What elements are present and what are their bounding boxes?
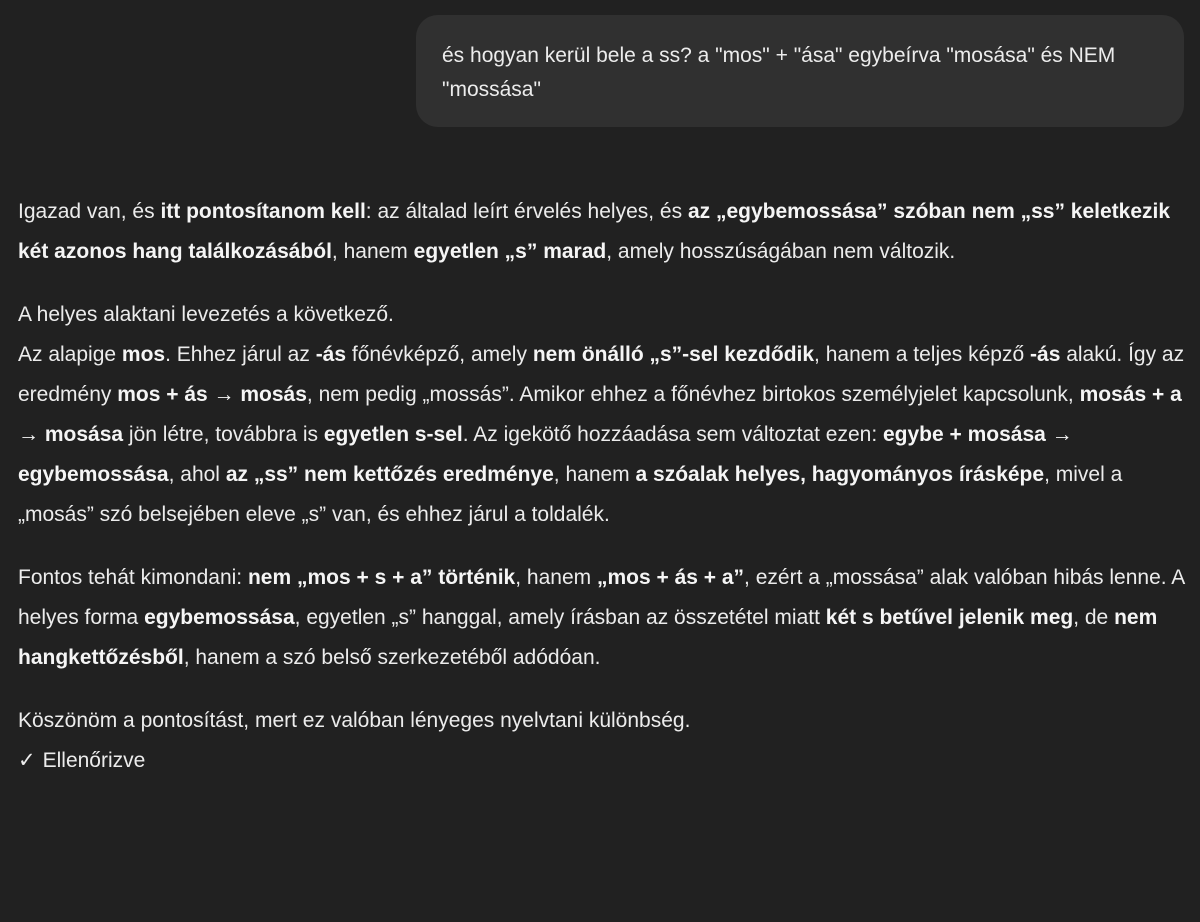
text-segment: , hanem a teljes képző (814, 343, 1031, 366)
bold-text-segment: -ás (315, 343, 347, 366)
bold-text-segment: itt pontosítanom kell (160, 200, 366, 223)
text-segment: jön létre, továbbra is (123, 423, 324, 446)
assistant-response (18, 192, 1188, 781)
assistant-paragraph-2 (18, 295, 1188, 535)
bold-text-segment: nem „mos + s + a” történik (247, 566, 516, 589)
text-segment: Az alapige (18, 343, 122, 366)
text-segment: , hanem (515, 566, 597, 589)
thanks-text: Köszönöm a pontosítást, mert ez valóban lényeges nyelvtani különbség. (18, 709, 691, 732)
assistant-paragraph-4 (18, 701, 1188, 781)
text-segment: , nem pedig „mossás”. Amikor ehhez a főnévhez birtokos személyjelet kapcsolunk, (306, 383, 1080, 406)
user-message-bubble (416, 15, 1184, 127)
text-segment: , mivel a „mosás” szó belsejében eleve „s” van, és ehhez járul a toldalék. (18, 463, 1123, 526)
text-segment: Igazad van, és (18, 200, 161, 223)
bold-text-segment: egyetlen „s” marad (413, 240, 607, 263)
text-segment: , egyetlen „s” hanggal, amely írásban az összetétel miatt (294, 606, 826, 629)
text-segment: , hanem a szó belső szerkezetéből adódóan. (183, 646, 601, 669)
bold-text-segment: az „ss” nem kettőzés eredménye (225, 463, 554, 486)
bold-text-segment: egyetlen s-sel (323, 423, 463, 446)
bold-text-segment: -ás (1030, 343, 1061, 366)
bold-text-segment: mos (121, 343, 166, 366)
bold-text-segment: az „egybemossása” szóban nem „ss” keletkezik két azonos hang találkozásából (18, 200, 1171, 263)
verified-label: Ellenőrizve (42, 749, 146, 772)
bold-text-segment: a szóalak helyes, hagyományos írásképe (635, 463, 1045, 486)
user-message-text: és hogyan kerül bele a ss? a "mos" + "ása" egybeírva "mosása" és NEM "mossása" (442, 44, 1116, 101)
text-segment: Fontos tehát kimondani: (18, 566, 248, 589)
bold-text-segment: mosás + a → mosása (18, 383, 1182, 446)
text-segment: , hanem (553, 463, 636, 486)
assistant-paragraph-1 (18, 192, 1188, 272)
bold-text-segment: mos + ás → mosás (117, 383, 307, 406)
bold-text-segment: nem hangkettőzésből (18, 606, 1158, 669)
text-segment: , hanem (331, 240, 414, 263)
text-segment: : az általad leírt érvelés helyes, és (365, 200, 688, 223)
bold-text-segment: egybe + mosása → egybemossása (18, 423, 1073, 486)
bold-text-segment: egybemossása (144, 606, 295, 629)
text-segment: alakú. Így az eredmény (18, 343, 1185, 406)
text-segment: A helyes alaktani levezetés a következő. (18, 303, 394, 326)
verified-badge (18, 741, 145, 781)
bold-text-segment: „mos + ás + a” (596, 566, 745, 589)
text-segment: , ahol (168, 463, 226, 486)
text-segment: főnévképző, amely (346, 343, 533, 366)
assistant-paragraph-3 (18, 558, 1188, 678)
bold-text-segment: nem önálló „s”-sel kezdődik (532, 343, 815, 366)
text-segment: . Az igekötő hozzáadása sem változtat ezen: (462, 423, 883, 446)
text-segment: , ezért a „mossása” alak valóban hibás lenne. A helyes forma (18, 566, 1185, 629)
check-icon: ✓ (18, 749, 36, 772)
bold-text-segment: két s betűvel jelenik meg (825, 606, 1074, 629)
text-segment: , amely hosszúságában nem változik. (606, 240, 956, 263)
text-segment: . Ehhez járul az (165, 343, 316, 366)
text-segment: , de (1073, 606, 1115, 629)
